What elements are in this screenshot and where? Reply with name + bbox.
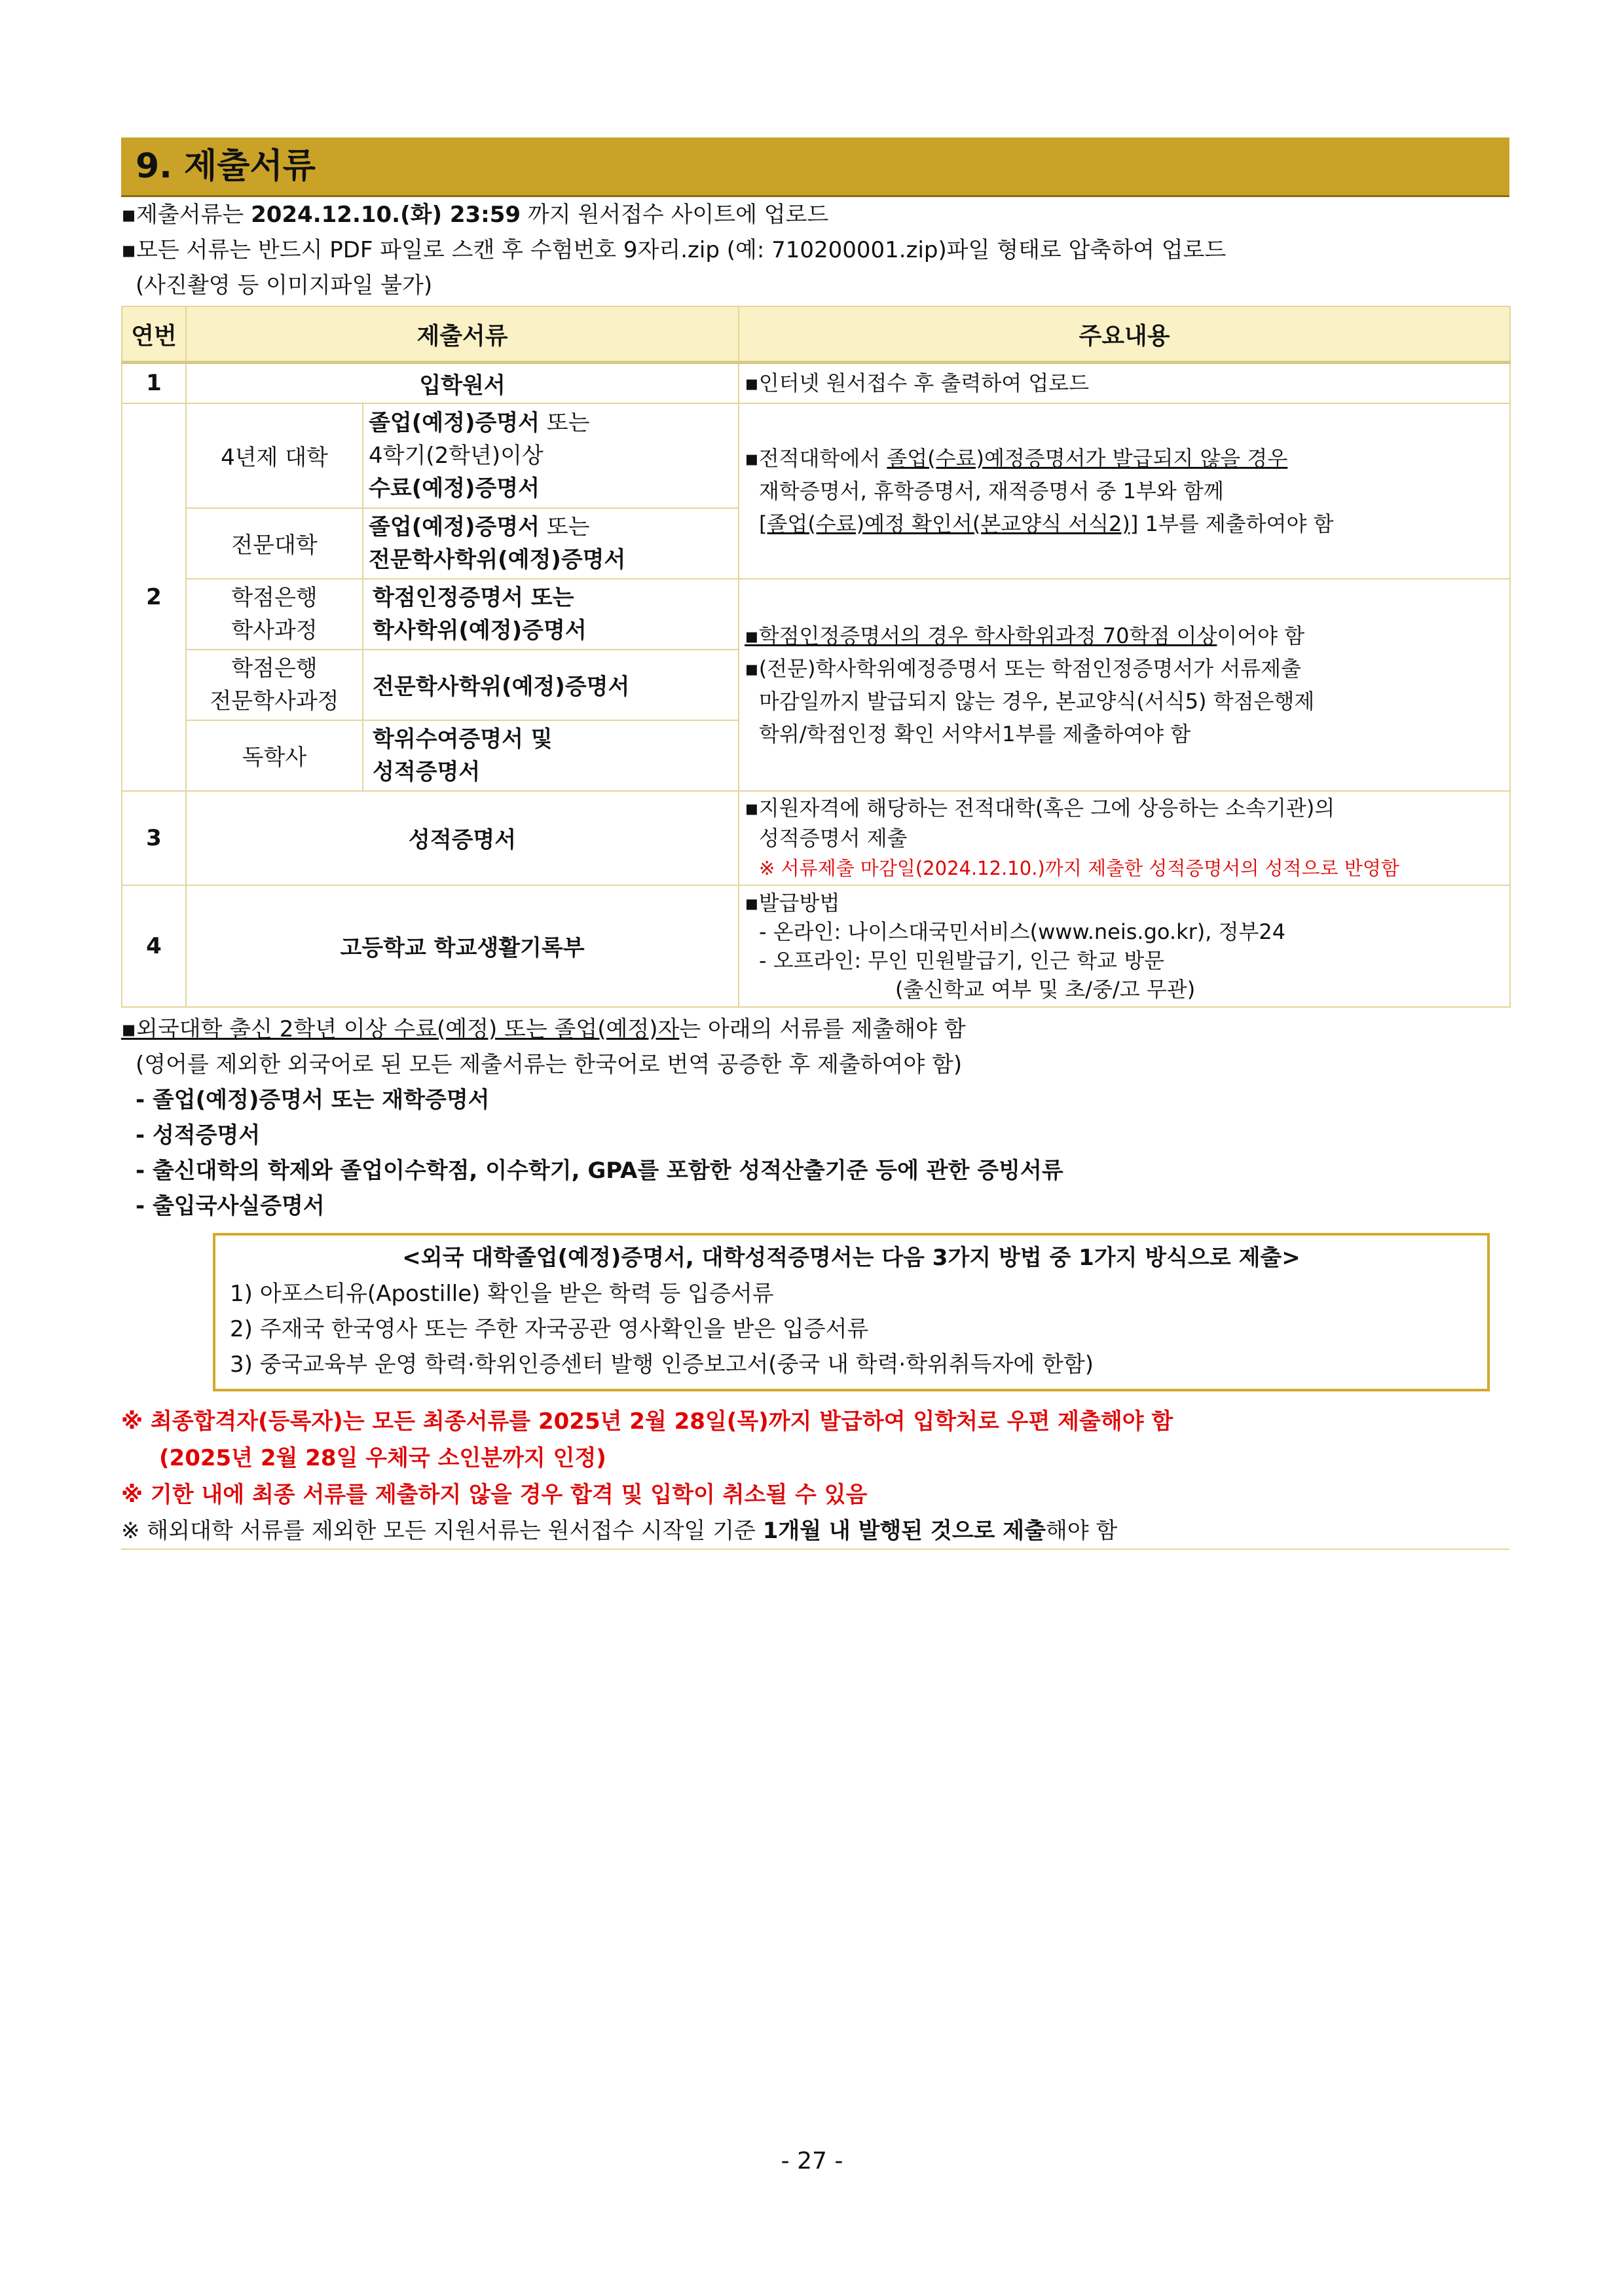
label-credit-bank-bachelor: 학점은행 학사과정 bbox=[186, 579, 363, 650]
note-postmark: (2025년 2월 28일 우체국 소인분까지 인정) bbox=[159, 1444, 606, 1471]
table-header-row bbox=[122, 306, 1510, 363]
page bbox=[121, 138, 1509, 1550]
page-number: - 27 - bbox=[781, 2148, 843, 2175]
doc-credit-bank-associate: 전문학사학위(예정)증명서 bbox=[363, 650, 739, 720]
note-final-docs: ※ 최종합격자(등록자)는 모든 최종서류를 2025년 2월 28일(목)까지 발급하여 입학처로 우편 제출해야 함 bbox=[121, 1408, 1173, 1435]
header-docs: 제출서류 bbox=[186, 306, 739, 363]
content-transcript: ▪지원자격에 해당하는 전적대학(혹은 그에 상응하는 소속기관)의 성적증명서 제출 ※ 서류제출 마감일(2024.12.10.)까지 제출한 성적증명서의 성적으로 반영함 bbox=[739, 791, 1510, 885]
doc-credit-bank-bachelor: 학점인정증명서 또는 학사학위(예정)증명서 bbox=[363, 579, 739, 650]
label-4yr-univ: 4년제 대학 bbox=[186, 403, 363, 508]
foreign-item: - 출신대학의 학제와 졸업이수학점, 이수학기, GPA를 포함한 성적산출기준 등에 관한 증빙서류 bbox=[136, 1157, 1063, 1184]
documents-table bbox=[121, 306, 1511, 1008]
label-junior-college: 전문대학 bbox=[186, 508, 363, 579]
doc-self-study: 학위수여증명서 및 성적증명서 bbox=[363, 720, 739, 791]
foreign-translation-note: (영어를 제외한 외국어로 된 모든 제출서류는 한국어로 번역 공증한 후 제출하여야 함) bbox=[136, 1051, 963, 1078]
doc-transcript: 성적증명서 bbox=[186, 791, 739, 885]
box-item: 1) 아포스티유(Apostille) 확인을 받은 학력 등 입증서류 bbox=[230, 1280, 774, 1307]
box-item: 2) 주재국 한국영사 또는 주한 자국공관 영사확인을 받은 입증서류 bbox=[230, 1315, 869, 1342]
intro-pdf-line: ▪모든 서류는 반드시 PDF 파일로 스캔 후 수험번호 9자리.zip (예: 710200001.zip)파일 형태로 압축하여 업로드 bbox=[121, 237, 1227, 263]
foreign-item: - 출입국사실증명서 bbox=[136, 1192, 325, 1219]
content-highschool-record: ▪발급방법 - 온라인: 나이스대국민서비스(www.neis.go.kr), 정부24 - 오프라인: 무인 민원발급기, 인근 학교 방문 (출신학교 여부 및 초/중/고 무관) bbox=[739, 885, 1510, 1007]
header-content: 주요내용 bbox=[739, 306, 1510, 363]
note-cancellation: ※ 기한 내에 최종 서류를 제출하지 않을 경우 합격 및 입학이 취소될 수 있음 bbox=[121, 1481, 868, 1508]
foreign-intro: ▪외국대학 출신 2학년 이상 수료(예정) 또는 졸업(예정)자는 아래의 서류를 제출해야 함 bbox=[121, 1016, 966, 1042]
foreign-submission-box bbox=[213, 1233, 1490, 1391]
box-title: <외국 대학졸업(예정)증명서, 대학성적증명서는 다음 3가지 방법 중 1가지 방식으로 제출> bbox=[402, 1244, 1301, 1271]
table-row: 1 입학원서 ▪인터넷 원서접수 후 출력하여 업로드 bbox=[122, 363, 1510, 403]
content-graduation: ▪전적대학에서 졸업(수료)예정증명서가 발급되지 않을 경우 재학증명서, 휴학증명서, 재적증명서 중 1부와 함께 [졸업(수료)예정 확인서(본교양식 서식2)] 1부를 제출하여야 함 bbox=[739, 403, 1510, 579]
box-item: 3) 중국교육부 운영 학력·학위인증센터 발행 인증보고서(중국 내 학력·학위취득자에 한함) bbox=[230, 1351, 1094, 1378]
doc-4yr-univ: 졸업(예정)증명서 또는 4학기(2학년)이상 수료(예정)증명서 bbox=[363, 403, 739, 508]
note-issue-date: ※ 해외대학 서류를 제외한 모든 지원서류는 원서접수 시작일 기준 1개월 내 발행된 것으로 제출해야 함 bbox=[121, 1513, 1509, 1550]
doc-junior-college: 졸업(예정)증명서 또는 전문학사학위(예정)증명서 bbox=[363, 508, 739, 579]
foreign-item: - 졸업(예정)증명서 또는 재학증명서 bbox=[136, 1086, 490, 1113]
notes bbox=[121, 1403, 1509, 1550]
foreign-item: - 성적증명서 bbox=[136, 1122, 261, 1148]
header-no: 연번 bbox=[122, 306, 186, 363]
doc-application: 입학원서 bbox=[186, 363, 739, 403]
table-row bbox=[122, 579, 1510, 650]
deadline: 2024.12.10.(화) 23:59 bbox=[251, 202, 521, 228]
label-self-study: 독학사 bbox=[186, 720, 363, 791]
table-row: 2 4년제 대학 졸업(예정)증명서 또는 4학기(2학년)이상 수료(예정)증명서 ▪전적대학에서 졸업(수료)예정증명서가 발급되지 않을 경우 재학증명서, 휴학증명서, 재적증명서 중 1부와 함께 [졸업(수료)예정 확인서(본교양식 서식2)] 1부를 제출하여야 함 bbox=[122, 403, 1510, 508]
intro-image-note: (사진촬영 등 이미지파일 불가) bbox=[136, 272, 433, 299]
content-credit-bank: ▪학점인정증명서의 경우 학사학위과정 70학점 이상이어야 함 ▪(전문)학사학위예정증명서 또는 학점인정증명서가 서류제출 마감일까지 발급되지 않는 경우, 본교양식(서식5) 학점은행제 학위/학점인정 확인 서약서1부를 제출하여야 함 bbox=[739, 579, 1510, 791]
table-row: 3 성적증명서 ▪지원자격에 해당하는 전적대학(혹은 그에 상응하는 소속기관)의 성적증명서 제출 ※ 서류제출 마감일(2024.12.10.)까지 제출한 성적증명서의 성적으로 반영함 bbox=[122, 791, 1510, 885]
label-credit-bank-associate: 학점은행 전문학사과정 bbox=[186, 650, 363, 720]
table-row: 4 고등학교 학교생활기록부 ▪발급방법 - 온라인: 나이스대국민서비스(www.neis.go.kr), 정부24 - 오프라인: 무인 민원발급기, 인근 학교 방문 (출신학교 여부 및 초/중/고 무관) bbox=[122, 885, 1510, 1007]
intro-deadline-line: ▪제출서류는 2024.12.10.(화) 23:59 까지 원서접수 사이트에 업로드 bbox=[121, 202, 829, 228]
doc-highschool-record: 고등학교 학교생활기록부 bbox=[186, 885, 739, 1007]
section-title: 9. 제출서류 bbox=[121, 138, 1509, 197]
